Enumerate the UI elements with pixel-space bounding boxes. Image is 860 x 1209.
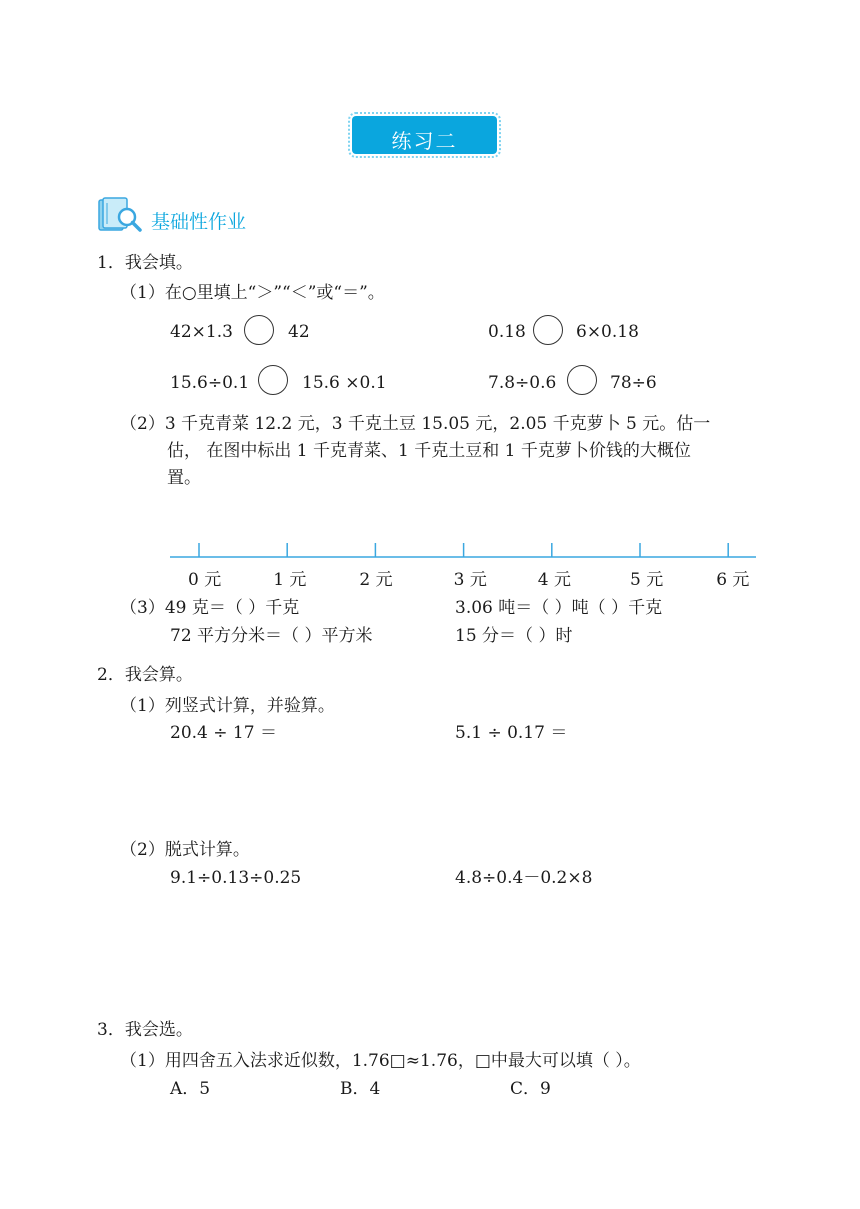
q2-p1-b: 5.1 ÷ 0.17 ＝ xyxy=(455,723,568,743)
answer-circle-3[interactable] xyxy=(258,365,288,395)
q1-p2-line3: 置。 xyxy=(167,468,201,488)
q1-p3-d: 15 分＝（ ）时 xyxy=(455,626,573,646)
section-title: 基础性作业 xyxy=(151,211,247,233)
answer-circle-4[interactable] xyxy=(567,365,597,395)
number-line-label: 3 元 xyxy=(453,570,487,590)
compare-left-1: 42×1.3 xyxy=(170,322,233,342)
compare-right-1: 42 xyxy=(288,322,310,342)
q2-p2-instruction: （2）脱式计算。 xyxy=(120,840,250,860)
compare-left-3: 15.6÷0.1 xyxy=(170,373,250,393)
q1-p3-a: （3）49 克＝（ ）千克 xyxy=(120,598,300,618)
number-line-label: 2 元 xyxy=(359,570,393,590)
magnifier-notebook-icon xyxy=(96,197,144,235)
title-badge xyxy=(352,116,497,154)
number-line-label: 1 元 xyxy=(273,570,307,590)
compare-left-2: 0.18 xyxy=(488,322,526,342)
option-b[interactable]: B．4 xyxy=(340,1079,381,1099)
answer-circle-2[interactable] xyxy=(533,315,563,345)
compare-right-3: 15.6 ×0.1 xyxy=(302,373,387,393)
compare-left-4: 7.8÷0.6 xyxy=(488,373,557,393)
compare-right-2: 6×0.18 xyxy=(576,322,639,342)
page-title: 练习二 xyxy=(391,129,458,153)
q1-p2-line2: 估， 在图中标出 1 千克青菜、1 千克土豆和 1 千克萝卜价钱的大概位 xyxy=(167,441,691,461)
number-line-label: 6 元 xyxy=(716,570,750,590)
q3-p1-question: （1）用四舍五入法求近似数，1.76□≈1.76，□中最大可以填（ ）。 xyxy=(120,1051,641,1071)
q3-heading: 3．我会选。 xyxy=(97,1020,193,1040)
q1-p3-c: 72 平方分米＝（ ）平方米 xyxy=(170,626,373,646)
q2-p1-a: 20.4 ÷ 17 ＝ xyxy=(170,723,277,743)
q1-p3-b: 3.06 吨＝（ ）吨（ ）千克 xyxy=(455,598,663,618)
q1-heading: 1．我会填。 xyxy=(97,253,193,273)
answer-circle-1[interactable] xyxy=(244,315,274,345)
number-line-label: 0 元 xyxy=(188,570,222,590)
q2-p2-a: 9.1÷0.13÷0.25 xyxy=(170,868,302,888)
q2-p2-b: 4.8÷0.4－0.2×8 xyxy=(455,868,593,888)
q2-heading: 2．我会算。 xyxy=(97,665,193,685)
compare-right-4: 78÷6 xyxy=(610,373,657,393)
number-line-label: 5 元 xyxy=(630,570,664,590)
number-line-label: 4 元 xyxy=(537,570,572,590)
q1-p1-instruction: （1）在○里填上“＞”“＜”或“＝”。 xyxy=(120,283,385,303)
option-c[interactable]: C．9 xyxy=(510,1079,551,1099)
q1-p2-line1: （2）3 千克青菜 12.2 元，3 千克土豆 15.05 元，2.05 千克萝卜 5 元。估一 xyxy=(120,414,711,434)
q2-p1-instruction: （1）列竖式计算，并验算。 xyxy=(120,696,335,716)
option-a[interactable]: A．5 xyxy=(170,1079,211,1099)
